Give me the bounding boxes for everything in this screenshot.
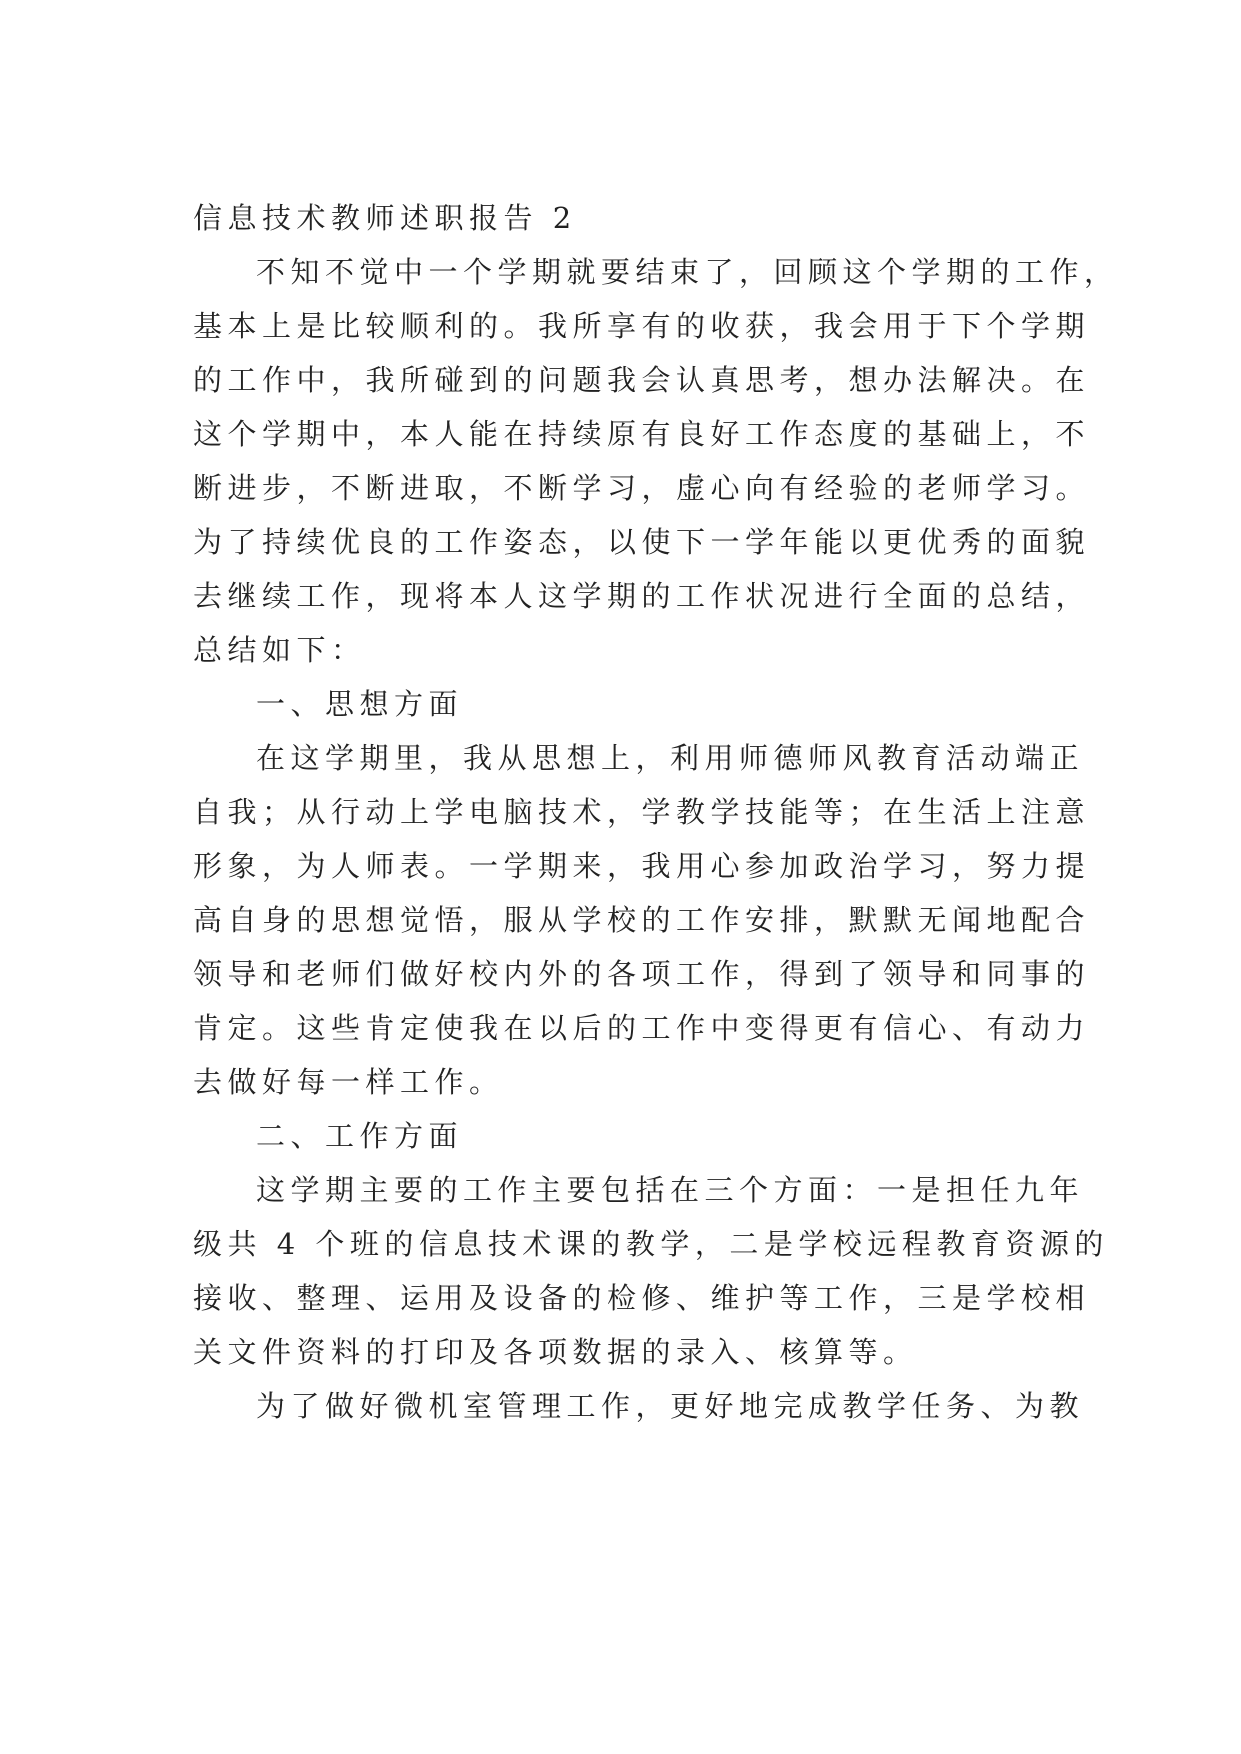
paragraph-line: 的工作中，我所碰到的问题我会认真思考，想办法解决。在: [193, 363, 1091, 397]
paragraph-line: 不知不觉中一个学期就要结束了，回顾这个学期的工作，: [256, 255, 1119, 289]
paragraph-line: 领导和老师们做好校内外的各项工作，得到了领导和同事的: [193, 957, 1091, 991]
paragraph-line: 断进步，不断进取，不断学习，虚心向有经验的老师学习。: [193, 471, 1091, 505]
section-heading: 一、思想方面: [256, 687, 464, 721]
paragraph-line: 在这学期里，我从思想上，利用师德师风教育活动端正: [256, 741, 1085, 775]
document-title: 信息技术教师述职报告 2: [193, 201, 577, 235]
paragraph-line: 基本上是比较顺利的。我所享有的收获，我会用于下个学期: [193, 309, 1091, 343]
paragraph-line: 肯定。这些肯定使我在以后的工作中变得更有信心、有动力: [193, 1011, 1091, 1045]
paragraph-line: 自我；从行动上学电脑技术，学教学技能等；在生活上注意: [193, 795, 1091, 829]
paragraph-line: 去做好每一样工作。: [193, 1065, 504, 1099]
section-heading: 二、工作方面: [256, 1119, 464, 1153]
paragraph-line: 这个学期中，本人能在持续原有良好工作态度的基础上，不: [193, 417, 1091, 451]
paragraph-line: 级共 4 个班的信息技术课的教学，二是学校远程教育资源的: [193, 1227, 1109, 1261]
paragraph-line: 形象，为人师表。一学期来，我用心参加政治学习，努力提: [193, 849, 1091, 883]
paragraph-line: 这学期主要的工作主要包括在三个方面：一是担任九年: [256, 1173, 1085, 1207]
paragraph-line: 为了持续优良的工作姿态，以使下一学年能以更优秀的面貌: [193, 525, 1091, 559]
paragraph-line: 接收、整理、运用及设备的检修、维护等工作，三是学校相: [193, 1281, 1091, 1315]
paragraph-line: 去继续工作，现将本人这学期的工作状况进行全面的总结，: [193, 579, 1091, 613]
paragraph-line: 关文件资料的打印及各项数据的录入、核算等。: [193, 1335, 918, 1369]
paragraph-line: 总结如下：: [193, 633, 366, 667]
paragraph-line: 为了做好微机室管理工作，更好地完成教学任务、为教: [256, 1389, 1085, 1423]
paragraph-line: 高自身的思想觉悟，服从学校的工作安排，默默无闻地配合: [193, 903, 1091, 937]
